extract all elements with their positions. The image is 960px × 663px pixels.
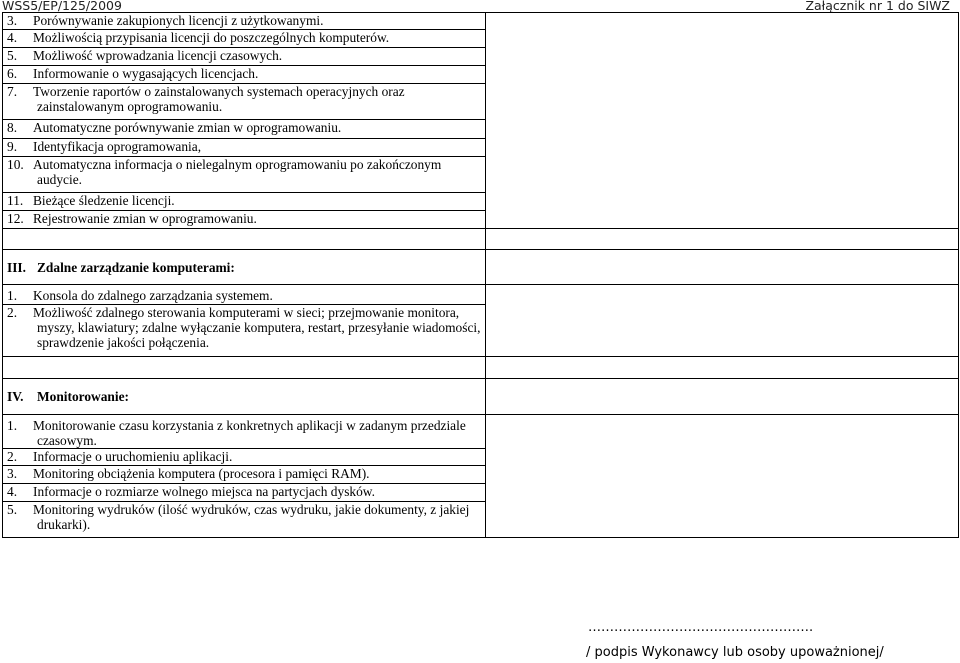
item-number: 2. (7, 449, 18, 464)
spacer-cell (486, 357, 959, 379)
item-number: 3. (7, 466, 18, 481)
list-item (3, 484, 486, 502)
answer-cell (486, 13, 959, 229)
section-title: Zdalne zarządzanie komputerami: (37, 260, 235, 275)
item-number: 1. (7, 288, 18, 303)
answer-cell (486, 285, 959, 357)
item-text: Identyfikacja oprogramowania, (33, 139, 202, 154)
item-number: 4. (7, 30, 18, 45)
answer-cell (486, 379, 959, 415)
item-number: 11. (7, 193, 24, 208)
item-number: 4. (7, 484, 18, 499)
list-item (3, 449, 486, 466)
list-item (3, 502, 486, 538)
list-item (3, 84, 486, 120)
item-text: Automatyczne porównywanie zmian w oprogramowaniu. (33, 120, 342, 135)
item-number: 2. (7, 305, 18, 320)
document-code: WSS5/EP/125/2009 (2, 0, 122, 13)
item-text: Informowanie o wygasających licencjach. (33, 66, 259, 81)
item-text: Monitorowanie czasu korzystania z konkretnych aplikacji w zadanym przedziale czasowym. (33, 418, 466, 448)
item-text: Monitoring obciążenia komputera (procesora i pamięci RAM). (33, 466, 370, 481)
item-text: Rejestrowanie zmian w oprogramowaniu. (33, 211, 257, 226)
section-number: III. (7, 260, 26, 275)
list-item (3, 466, 486, 484)
table-row (3, 379, 959, 415)
answer-cell (486, 250, 959, 285)
answer-cell (486, 415, 959, 538)
item-text: Automatyczna informacja o nielegalnym oprogramowaniu po zakończonym audycie. (33, 157, 442, 187)
list-item (3, 193, 486, 211)
spacer-cell (3, 357, 486, 379)
spacer-cell (3, 229, 486, 250)
item-number: 6. (7, 66, 18, 81)
list-item (3, 139, 486, 157)
signature-dots: ……………………………………………. (588, 620, 814, 635)
item-number: 12. (7, 211, 24, 226)
list-item (3, 120, 486, 139)
item-text: Bieżące śledzenie licencji. (33, 193, 175, 208)
table-row (3, 415, 959, 449)
item-text: Informacje o rozmiarze wolnego miejsca na partycjach dysków. (33, 484, 375, 499)
item-text: Konsola do zdalnego zarządzania systemem. (33, 288, 273, 303)
list-item (3, 48, 486, 66)
item-text: Możliwość wprowadzania licencji czasowych. (33, 48, 283, 63)
list-item (3, 415, 486, 449)
section-number: IV. (7, 389, 24, 404)
spacer-cell (486, 229, 959, 250)
table-row (3, 285, 959, 305)
list-item (3, 66, 486, 84)
list-item (3, 285, 486, 305)
item-number: 8. (7, 120, 18, 135)
item-number: 3. (7, 13, 18, 28)
signature-caption: / podpis Wykonawcy lub osoby upoważnionej/ (586, 645, 884, 660)
item-text: Możliwość zdalnego sterowania komputerami w sieci; przejmowanie monitora, myszy, klawiatury; zdalne wyłączanie komputera, restart, przesyłanie wiadomości, sprawdzenie jakości połączenia. (33, 305, 481, 350)
table-row (3, 229, 959, 250)
list-item (3, 211, 486, 229)
list-item (3, 157, 486, 193)
item-text: Monitoring wydruków (ilość wydruków, czas wydruku, jakie dokumenty, z jakiej drukarki). (33, 502, 470, 532)
item-text: Porównywanie zakupionych licencji z użytkowanymi. (33, 13, 324, 28)
attachment-label: Załącznik nr 1 do SIWZ (805, 0, 950, 13)
item-number: 5. (7, 502, 18, 517)
list-item (3, 13, 486, 30)
item-text: Tworzenie raportów o zainstalowanych systemach operacyjnych oraz zainstalowanym oprogramowaniu. (33, 84, 405, 114)
section-heading (3, 250, 486, 285)
item-number: 5. (7, 48, 18, 63)
item-number: 10. (7, 157, 24, 172)
table-row (3, 13, 959, 30)
section-title: Monitorowanie: (37, 389, 129, 404)
item-text: Informacje o uruchomieniu aplikacji. (33, 449, 233, 464)
item-number: 1. (7, 418, 18, 433)
item-text: Możliwością przypisania licencji do poszczególnych komputerów. (33, 30, 390, 45)
list-item (3, 305, 486, 357)
section-heading (3, 379, 486, 415)
table-row (3, 357, 959, 379)
item-number: 7. (7, 84, 18, 99)
list-item (3, 30, 486, 48)
spec-table (2, 12, 959, 538)
table-row (3, 250, 959, 285)
item-number: 9. (7, 139, 18, 154)
